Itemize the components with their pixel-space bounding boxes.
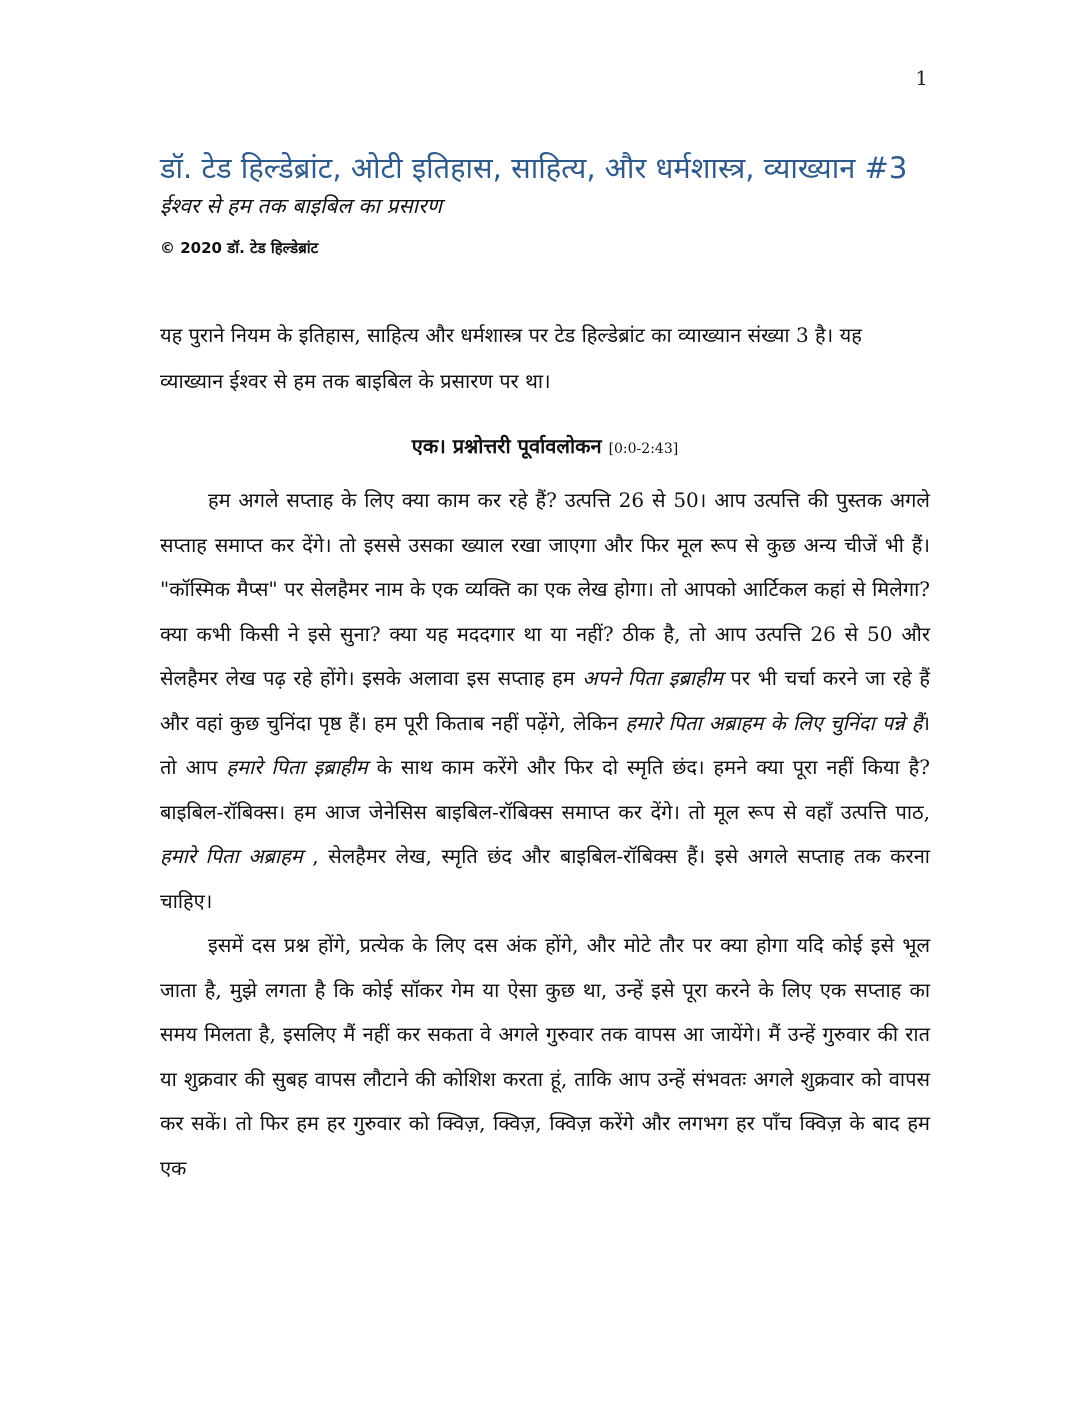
copyright-line: © 2020 डॉ. टेड हिल्डेब्रांट [160,239,319,257]
italic-book-title: हमारे पिता अब्राहम [160,844,303,868]
lecture-title: डॉ. टेड हिल्डेब्रांट, ओटी इतिहास, साहित्य, और धर्मशास्त्र, व्याख्यान #3 [160,151,908,185]
body-text [160,478,930,1190]
text-run: पर भी चर्चा करने जा रहे हैं और वहां कुछ चुनिंदा पृष्ठ हैं। हम पूरी किताब नहीं पढ़ेंगे, लेकिन [160,666,930,735]
text-run: । तो आप [160,710,931,779]
italic-book-title: हमारे पिता इब्राहीम [226,755,368,779]
italic-book-title: अपने पिता इब्राहीम [582,666,723,690]
text-run: हम अगले सप्ताह के लिए क्या काम कर रहे हैं? उत्पत्ति 26 से 50। आप उत्पत्ति की पुस्तक अगले सप्ताह समाप्त कर देंगे। तो इससे उसका ख्याल रखा जाएगा और फिर मूल रूप से कुछ अन्य चीजें भी हैं। "कॉस्मिक मैप्स" पर सेलहैमर नाम के एक व्यक्ति का एक लेख होगा। तो आपको आर्टिकल कहां से मिलेगा? क्या कभी किसी ने इसे सुना? क्या यह मददगार था या नहीं? ठीक है, तो आप उत्पत्ति 26 से 50 और सेलहैमर लेख पढ़ रहे होंगे। इसके अलावा इस सप्ताह हम [160,488,930,690]
section-timestamp: [0:0-2:43] [608,441,679,457]
paragraph [160,478,930,923]
section-heading-text: एक। प्रश्नोत्तरी पूर्वावलोकन [411,434,602,458]
italic-book-title: हमारे पिता अब्राहम के लिए चुनिंदा पन्ने हैं [625,710,923,735]
section-heading [160,432,930,459]
text-run: , सेलहैमर लेख, स्मृति छंद और बाइबिल-रॉबिक्स हैं। इसे अगले सप्ताह तक करना चाहिए। [160,844,930,913]
text-run: के साथ काम करेंगे और फिर दो स्मृति छंद। हमने क्या पूरा नहीं किया है? बाइबिल-रॉबिक्स। हम आज जेनेसिस बाइबिल-रॉबिक्स समाप्त कर देंगे। तो मूल रूप से वहाँ उत्पत्ति पाठ, [160,755,930,824]
intro-paragraph: यह पुराने नियम के इतिहास, साहित्य और धर्मशास्त्र पर टेड हिल्डेब्रांट का व्याख्यान संख्या 3 है। यह व्याख्यान ईश्वर से हम तक बाइबिल के प्रसारण पर था। [160,323,862,393]
lecture-subtitle: ईश्वर से हम तक बाइबिल का प्रसारण [160,194,442,218]
page-number: 1 [915,66,928,90]
paragraph: इसमें दस प्रश्न होंगे, प्रत्येक के लिए दस अंक होंगे, और मोटे तौर पर क्या होगा यदि कोई इसे भूल जाता है, मुझे लगता है कि कोई सॉकर गेम या ऐसा कुछ था, उन्हें इसे पूरा करने के लिए एक सप्ताह का समय मिलता है, इसलिए मैं नहीं कर सकता वे अगले गुरुवार तक वापस आ जायेंगे। मैं उन्हें गुरुवार की रात या शुक्रवार की सुबह वापस लौटाने की कोशिश करता हूं, ताकि आप उन्हें संभवतः अगले शुक्रवार को वापस कर सकें। तो फिर हम हर गुरुवार को क्विज़, क्विज़, क्विज़ करेंगे और लगभग हर पाँच क्विज़ के बाद हम एक [160,933,930,1180]
